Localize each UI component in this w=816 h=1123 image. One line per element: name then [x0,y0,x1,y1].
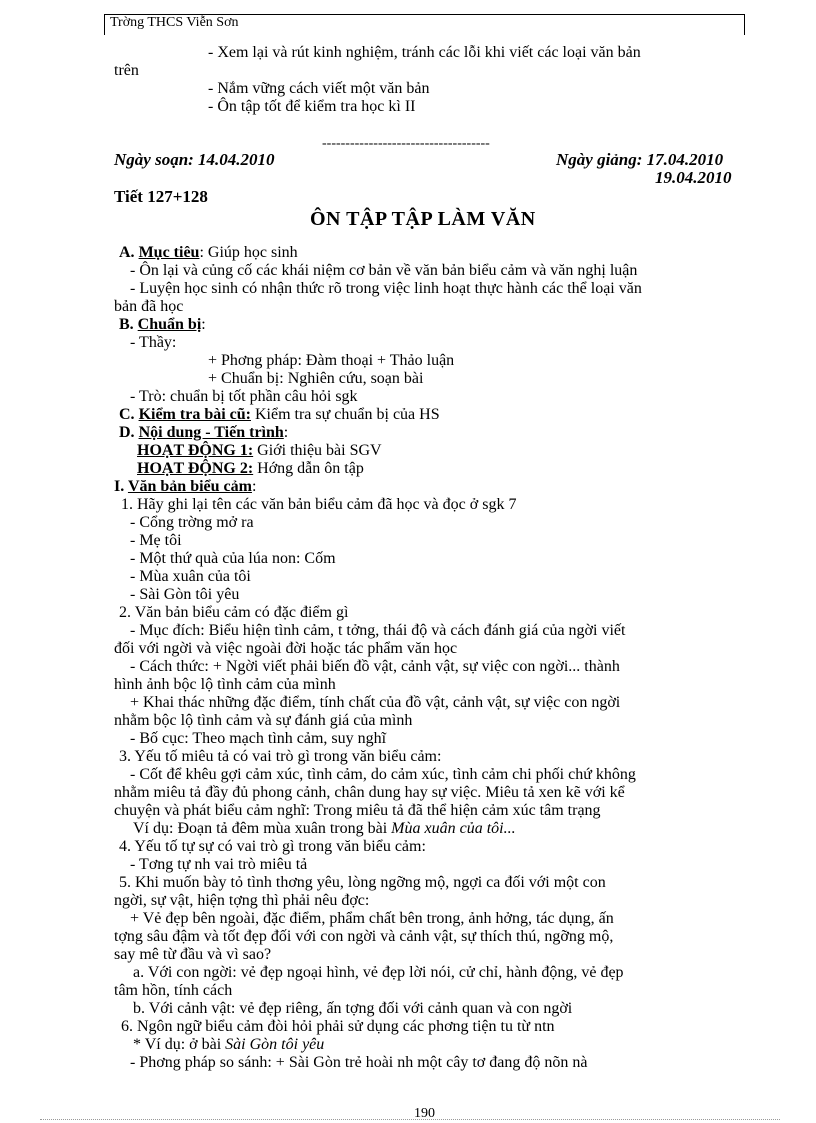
body-line: tâm hồn, tính cách [114,982,233,999]
section-c-heading [119,406,440,423]
body-line: 3. Yếu tố miêu tả có vai trò gì trong văn biểu cảm: [119,748,442,765]
body-line: chuyện và phát biểu cảm nghĩ: Trong miêu tả đã thể hiện cảm xúc tâm trạng [114,802,601,819]
hd2-head: HOẠT ĐỘNG 2: [137,460,254,477]
page-title: ÔN TẬP TẬP LÀM VĂN [310,208,536,230]
body-line: say mê từ đầu và vì sao? [114,946,272,963]
intro-line-1: - Xem lại và rút kinh nghiệm, tránh các lỗi khi viết các loại văn bản [208,44,641,61]
body-line: - Phơng pháp so sánh: + Sài Gòn trẻ hoài nh một cây tơ đang độ nõn nà [130,1054,588,1071]
b-line-1: - Thầy: [130,334,177,351]
section-a-head: Mục tiêu [138,244,200,261]
hoat-dong-1 [137,442,382,459]
hd1-rest: Giới thiệu bài SGV [253,442,382,459]
section-b-heading [119,316,206,333]
body-line: nhằm miêu tả đầy đủ phong cảnh, chân dung hay sự việc. Miêu tả xen kẽ với kể [114,784,625,801]
body-line: nhằm bộc lộ tình cảm và sự đánh giá của mình [114,712,413,729]
vidu-2-italic: Sài Gòn tôi yêu [225,1036,325,1053]
section-c-rest: Kiểm tra sự chuẩn bị của HS [250,406,440,423]
intro-line-2: trên [114,62,139,79]
tiet-label: Tiết 127+128 [114,187,208,206]
section-i-rest: : [251,478,257,495]
section-d-head: Nội dung - Tiến trình [138,424,284,441]
body-line: đối với ngời và việc ngoài đời hoặc tác phẩm văn học [114,640,458,657]
body-line: - Cách thức: + Ngời viết phải biến đồ vật, cảnh vật, sự việc con ngời... thành [130,658,620,675]
page-number: 190 [414,1106,435,1121]
body-line: 5. Khi muốn bày tỏ tình thơng yêu, lòng ngỡng mộ, ngợi ca đối với một con [119,874,606,891]
body-line: - Cốt để khêu gợi cảm xúc, tình cảm, do cảm xúc, tình cảm chi phối chứ không [130,766,636,783]
body-line: - Mùa xuân của tôi [130,568,251,585]
section-a-heading [119,244,298,261]
intro-line-4: - Ôn tập tốt để kiểm tra học kì II [208,98,416,115]
body-line: + Vẻ đẹp bên ngoài, đặc điểm, phẩm chất bên trong, ảnh hởng, tác dụng, ấn [130,910,614,927]
section-c-head: Kiểm tra bài cũ: [138,406,251,423]
section-d-label: D. [119,424,139,441]
body-line: ngời, sự vật, hiện tợng thì phải nêu đợc: [114,892,370,909]
a-line-1: - Ôn lại và củng cố các khái niệm cơ bản về văn bản biểu cảm và văn nghị luận [130,262,638,279]
b-line-4: - Trò: chuẩn bị tốt phần câu hỏi sgk [130,388,358,405]
section-a-label: A. [119,244,139,261]
section-i-label: I. [114,478,128,495]
body-line: 6. Ngôn ngữ biểu cảm đòi hỏi phải sử dụng các phơng tiện tu từ ntn [121,1018,555,1035]
body-line: hình ảnh bộc lộ tình cảm của mình [114,676,336,693]
b-line-3: + Chuẩn bị: Nghiên cứu, soạn bài [208,370,424,387]
body-line: 2. Văn bản biểu cảm có đặc điểm gì [119,604,349,621]
vidu-1-text: Ví dụ: Đoạn tả đêm mùa xuân trong bài [133,820,392,837]
school-header: Trờng THCS Viễn Sơn [110,15,239,30]
body-line: - Một thứ quà của lúa non: Cốm [130,550,336,567]
body-line: b. Với cảnh vật: vẻ đẹp riêng, ấn tợng đối với cảnh quan và con ngời [133,1000,573,1017]
a-line-2: - Luyện học sinh có nhận thức rõ trong việc linh hoạt thực hành các thể loại văn [130,280,642,297]
hd1-head: HOẠT ĐỘNG 1: [137,442,254,459]
body-line: - Bố cục: Theo mạch tình cảm, suy nghĩ [130,730,387,747]
vidu-1 [133,820,516,837]
section-c-label: C. [119,406,139,423]
body-line: tợng sâu đậm và tốt đẹp đối với con ngời và cảnh vật, sự thích thú, ngỡng mộ, [114,928,614,945]
body-line: + Khai thác những đặc điểm, tính chất của đồ vật, cảnh vật, sự việc con ngời [130,694,621,711]
a-line-3: bản đã học [114,298,184,315]
hoat-dong-2 [137,460,364,477]
body-line: - Sài Gòn tôi yêu [130,586,240,603]
section-d-heading [119,424,288,441]
body-line: - Mẹ tôi [130,532,182,549]
footer-divider [40,1119,780,1120]
body-line: 4. Yếu tố tự sự có vai trò gì trong văn biểu cảm: [119,838,426,855]
vidu-2 [133,1036,324,1053]
section-d-rest: : [283,424,289,441]
section-a-rest: : Giúp học sinh [199,244,298,261]
body-line: a. Với con ngời: vẻ đẹp ngoại hình, vẻ đẹp lời nói, cử chỉ, hành động, vẻ đẹp [133,964,624,981]
separator: ------------------------------------ [322,136,490,151]
body-line: 1. Hãy ghi lại tên các văn bản biểu cảm đã học và đọc ở sgk 7 [121,496,517,513]
section-b-label: B. [119,316,138,333]
body-line: - Tơng tự nh vai trò miêu tả [130,856,308,873]
date-soan: Ngày soạn: 14.04.2010 [114,150,275,169]
hd2-rest: Hớng dẫn ôn tập [253,460,364,477]
body-line: - Cổng trờng mở ra [130,514,254,531]
vidu-2-text: * Ví dụ: ở bài [133,1036,226,1053]
section-b-rest: : [201,316,206,333]
vidu-1-italic: Mùa xuân của tôi... [391,820,516,837]
section-i-heading [114,478,256,495]
section-i-head: Văn bản biểu cảm [127,478,252,495]
section-b-head: Chuẩn bị [137,316,202,333]
b-line-2: + Phơng pháp: Đàm thoại + Thảo luận [208,352,455,369]
date-giang-2: 19.04.2010 [655,168,732,187]
body-line: - Mục đích: Biểu hiện tình cảm, t tởng, thái độ và cách đánh giá của ngời viết [130,622,626,639]
date-giang-1: Ngày giảng: 17.04.2010 [556,150,724,169]
intro-line-3: - Nắm vững cách viết một văn bản [208,80,430,97]
